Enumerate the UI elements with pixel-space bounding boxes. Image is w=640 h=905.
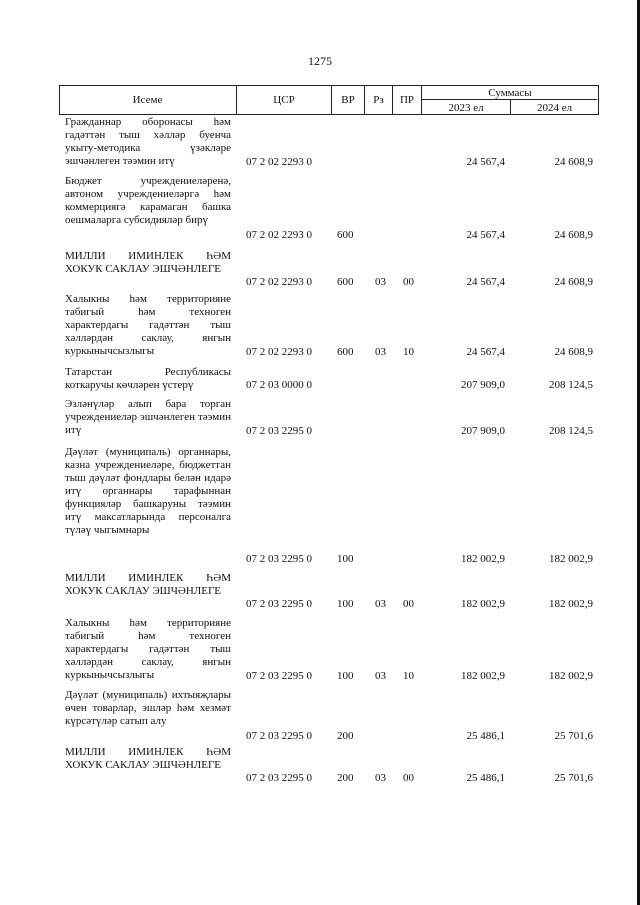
row-sum-2023: 207 909,0	[461, 425, 505, 437]
row-vr: 600	[337, 276, 354, 288]
table-row	[0, 398, 640, 438]
table-row	[0, 689, 640, 743]
row-sum-2023: 24 567,4	[466, 156, 505, 168]
row-sum-2024: 24 608,9	[554, 229, 593, 241]
row-sum-2023: 182 002,9	[461, 670, 505, 682]
row-sum-2024: 182 002,9	[549, 553, 593, 565]
row-csr: 07 2 03 2295 0	[246, 425, 312, 437]
header-csr: ЦСР	[273, 94, 295, 106]
table-row	[0, 617, 640, 683]
row-sum-2023: 24 567,4	[466, 346, 505, 358]
row-name: Гражданнар оборонасы һәм гадәттән тыш хәлләр буенча укыту-методика үзәкләре эшчәнлеген тәэмин итү	[65, 116, 231, 167]
row-name: Халыкны һәм территорияне табигый һәм техноген характердагы гадәттән тыш хәлләрдән саклау, янгын куркынычсызлыгы	[65, 293, 231, 357]
row-sum-2024: 182 002,9	[549, 598, 593, 610]
row-name: МИЛЛИ ИМИНЛЕК ҺӘМ ХОКУК САКЛАУ ЭШЧӘНЛЕГЕ	[65, 250, 231, 276]
row-csr: 07 2 03 2295 0	[246, 730, 312, 742]
row-sum-2023: 182 002,9	[461, 553, 505, 565]
row-vr: 200	[337, 730, 354, 742]
row-pr: 00	[403, 598, 414, 610]
table-row	[0, 250, 640, 290]
row-sum-2023: 25 486,1	[466, 730, 505, 742]
row-name: Дәүләт (муниципаль) ихтыяҗлары өчен товарлар, эшләр һәм хезмәт күрсәтүләр сатып алу	[65, 689, 231, 727]
row-vr: 200	[337, 772, 354, 784]
row-csr: 07 2 02 2293 0	[246, 156, 312, 168]
row-csr: 07 2 03 2295 0	[246, 772, 312, 784]
row-sum-2024: 24 608,9	[554, 156, 593, 168]
row-csr: 07 2 03 0000 0	[246, 379, 312, 391]
header-rz: Рз	[373, 94, 384, 106]
table-row	[0, 175, 640, 241]
row-vr: 600	[337, 346, 354, 358]
header-vr: ВР	[341, 94, 355, 106]
header-year-2023: 2023 ел	[448, 101, 484, 114]
row-sum-2023: 207 909,0	[461, 379, 505, 391]
row-sum-2024: 24 608,9	[554, 346, 593, 358]
table-row	[0, 446, 640, 566]
row-sum-2024: 25 701,6	[554, 772, 593, 784]
row-vr: 600	[337, 229, 354, 241]
table-row	[0, 366, 640, 394]
row-csr: 07 2 03 2295 0	[246, 670, 312, 682]
row-vr: 100	[337, 598, 354, 610]
row-sum-2024: 208 124,5	[549, 425, 593, 437]
row-pr: 10	[403, 346, 414, 358]
row-csr: 07 2 02 2293 0	[246, 229, 312, 241]
row-name: Эзләнүләр алып бара торган учреждениеләр эшчәнлеген тәэмин итү	[65, 398, 231, 436]
row-vr: 100	[337, 553, 354, 565]
row-sum-2024: 208 124,5	[549, 379, 593, 391]
row-name: Дәүләт (муниципаль) органнары, казна учреждениеләре, бюджеттан тыш дәүләт фондлары белән идарә итү органнары тарафыннан функцияләр башкаруны тәэмин итү максатларында персоналга түләү чыгымнары	[65, 446, 231, 536]
table-row	[0, 746, 640, 786]
row-csr: 07 2 02 2293 0	[246, 276, 312, 288]
row-csr: 07 2 03 2295 0	[246, 598, 312, 610]
row-sum-2024: 24 608,9	[554, 276, 593, 288]
header-pr: ПР	[399, 94, 415, 106]
row-sum-2024: 25 701,6	[554, 730, 593, 742]
table-row	[0, 293, 640, 359]
header-name: Исеме	[132, 94, 163, 106]
table-row	[0, 116, 640, 170]
row-rz: 03	[375, 772, 386, 784]
row-name: Бюджет учреждениеләренә, автоном учреждениеләргә һәм коммерциягә карамаган башка оешмаларга субсидияләр бирү	[65, 175, 231, 226]
row-sum-2023: 182 002,9	[461, 598, 505, 610]
row-pr: 00	[403, 276, 414, 288]
row-rz: 03	[375, 598, 386, 610]
row-rz: 03	[375, 670, 386, 682]
header-year-2024: 2024 ел	[536, 101, 573, 114]
header-sums: Суммасы	[488, 86, 532, 99]
row-sum-2024: 182 002,9	[549, 670, 593, 682]
row-sum-2023: 25 486,1	[466, 772, 505, 784]
row-pr: 10	[403, 670, 414, 682]
row-name: МИЛЛИ ИМИНЛЕК ҺӘМ ХОКУК САКЛАУ ЭШЧӘНЛЕГЕ	[65, 746, 231, 772]
row-name: МИЛЛИ ИМИНЛЕК ҺӘМ ХОКУК САКЛАУ ЭШЧӘНЛЕГЕ	[65, 572, 231, 598]
table-row	[0, 572, 640, 612]
row-rz: 03	[375, 276, 386, 288]
page-number: 1275	[308, 54, 332, 68]
table-header	[59, 85, 599, 115]
row-csr: 07 2 02 2293 0	[246, 346, 312, 358]
row-sum-2023: 24 567,4	[466, 276, 505, 288]
row-csr: 07 2 03 2295 0	[246, 553, 312, 565]
row-name: Татарстан Республикасы коткаручы көчләрен үстерү	[65, 366, 231, 391]
row-pr: 00	[403, 772, 414, 784]
row-sum-2023: 24 567,4	[466, 229, 505, 241]
row-name: Халыкны һәм территорияне табигый һәм техноген характердагы гадәттән тыш хәлләрдән саклау, янгын куркынычсызлыгы	[65, 617, 231, 681]
row-rz: 03	[375, 346, 386, 358]
row-vr: 100	[337, 670, 354, 682]
